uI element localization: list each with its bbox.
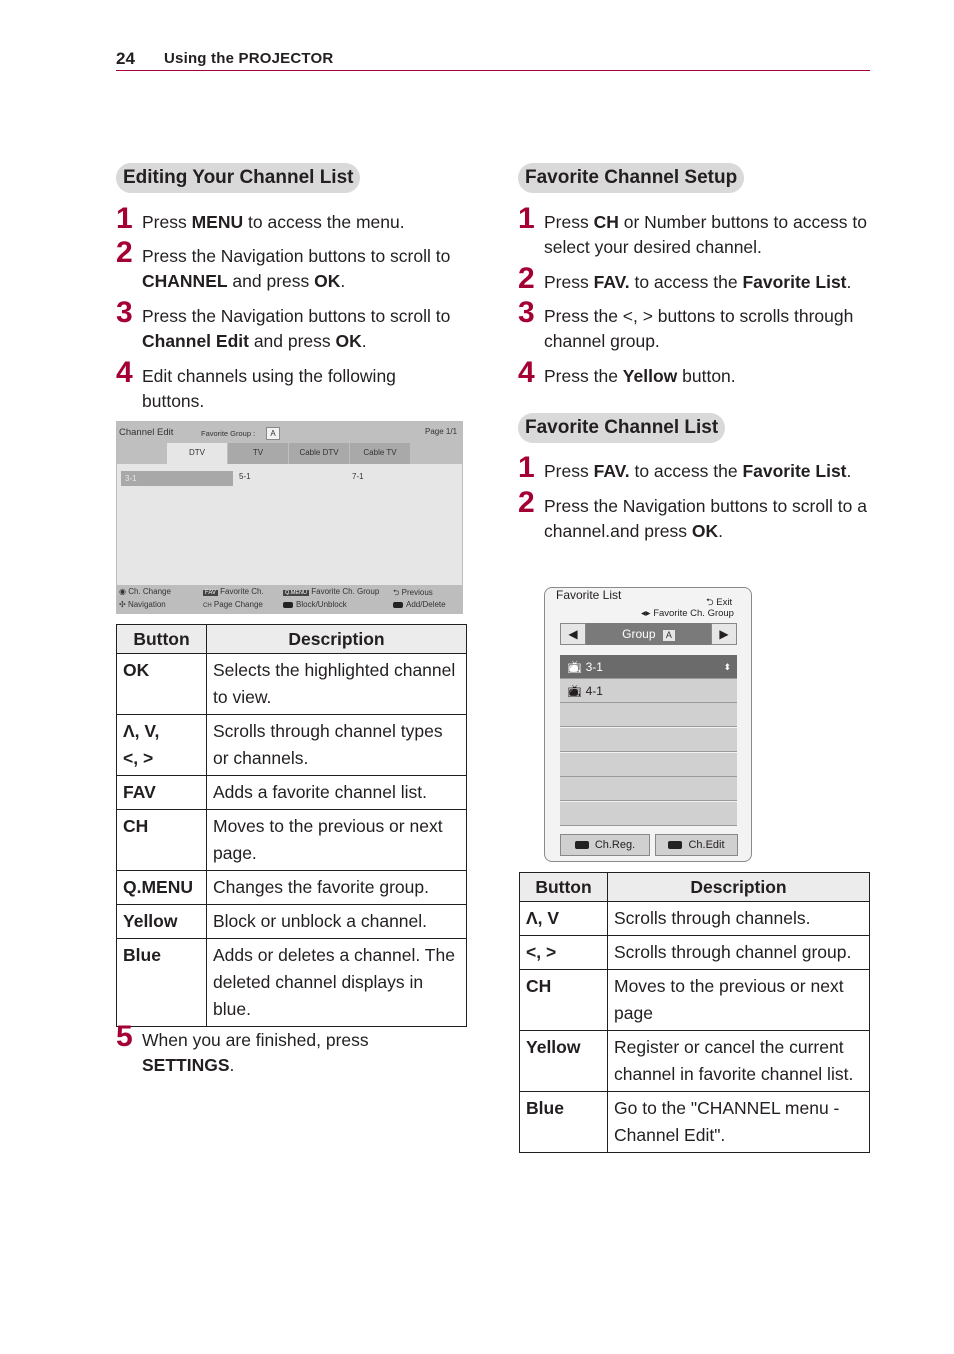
button-name: FAV — [117, 776, 207, 810]
button-name: <, > — [520, 936, 608, 970]
tab-cable-dtv[interactable]: Cable DTV — [289, 443, 349, 464]
button-name: Q.MENU — [117, 871, 207, 905]
channel-edit-title: Channel Edit — [119, 427, 174, 438]
favorite-channel[interactable] — [560, 679, 737, 703]
hint-block: Block/Unblock — [283, 600, 347, 609]
step-number: 4 — [116, 356, 133, 389]
channel-edit-screen — [116, 421, 463, 614]
step-number: 2 — [116, 236, 133, 269]
button-name: CH — [117, 810, 207, 871]
button-description: Block or unblock a channel. — [207, 905, 467, 939]
favorite-group-value[interactable]: A — [266, 427, 280, 440]
yellow-key-icon — [575, 841, 589, 849]
step-text: Press the Navigation buttons to scroll to Channel Edit and press OK. — [142, 306, 451, 351]
blue-key-icon — [668, 841, 682, 849]
button-description: Selects the highlighted channel to view. — [207, 654, 467, 715]
table-row — [117, 905, 467, 939]
table-row — [520, 902, 870, 936]
table-header: Button — [117, 625, 207, 654]
right-arrow-icon: ▶ — [719, 627, 729, 641]
step-number: 5 — [116, 1020, 133, 1053]
step-text: When you are finished, press SETTINGS. — [142, 1030, 369, 1075]
step-text: Press the Navigation buttons to scroll to CHANNEL and press OK. — [142, 246, 451, 291]
button-name: Blue — [520, 1092, 608, 1153]
header-rule — [116, 70, 870, 71]
channel-edit-topbar — [117, 422, 462, 464]
up-down-icon: ⬍ — [723, 662, 731, 672]
button-name: OK — [117, 654, 207, 715]
qmenu-key: Q.MENU — [285, 590, 307, 596]
hint-navigation: ✣ Navigation — [119, 600, 166, 609]
button-description: Moves to the previous or next page — [608, 970, 870, 1031]
table-row — [520, 1092, 870, 1153]
button-description: Adds or deletes a channel. The deleted channel displays in blue. — [207, 939, 467, 1027]
tv-icon: 📺︎ — [567, 684, 583, 698]
left-arrow-icon: ◀ — [568, 627, 578, 641]
button-name: Yellow — [520, 1031, 608, 1092]
button-name: Λ, V, <, > — [117, 715, 207, 776]
back-icon: ⮌ — [393, 588, 400, 597]
hint-favorite-group: Q.MENU Favorite Ch. Group — [285, 587, 380, 596]
button-description: Scrolls through channel types or channels. — [207, 715, 467, 776]
channel-number: 3-1 — [585, 660, 603, 674]
button-name: CH — [520, 970, 608, 1031]
tv-icon: 📺︎ — [567, 660, 583, 674]
ok-icon: ◉ — [119, 587, 126, 596]
step-number: 2 — [518, 486, 535, 519]
channel-number: 4-1 — [585, 684, 603, 698]
group-selector[interactable] — [586, 623, 711, 645]
navigation-icon: ✣ — [119, 600, 126, 609]
step-text: Press CH or Number buttons to access to select your desired channel. — [544, 212, 867, 257]
table-row — [520, 936, 870, 970]
exit-hint[interactable]: ⮌ Exit — [706, 597, 733, 608]
ch-reg-button[interactable]: Ch.Reg. — [560, 834, 650, 856]
table-header: Button — [520, 873, 608, 902]
step-number: 1 — [518, 202, 535, 235]
table-row — [117, 776, 467, 810]
button-description: Adds a favorite channel list. — [207, 776, 467, 810]
table-row — [520, 1031, 870, 1092]
button-description: Scrolls through channel group. — [608, 936, 870, 970]
group-value: A — [663, 630, 675, 641]
ch-edit-button[interactable]: Ch.Edit — [655, 834, 738, 856]
step-text: Edit channels using the following buttons. — [142, 366, 396, 411]
hint-previous: ⮌ Previous — [393, 588, 433, 597]
empty-row — [560, 777, 737, 801]
channel-edit-hints — [117, 585, 462, 613]
button-name: Yellow — [117, 905, 207, 939]
step-number: 3 — [116, 296, 133, 329]
table-row — [117, 810, 467, 871]
table-header: Description — [608, 873, 870, 902]
table-row — [117, 939, 467, 1027]
step-text: Press the Yellow button. — [544, 366, 736, 386]
group-prev-button[interactable] — [560, 623, 586, 645]
channel-item[interactable]: 7-1 — [352, 472, 364, 481]
favorite-channel-selected[interactable] — [560, 655, 737, 679]
blue-key-icon — [393, 602, 403, 608]
hint-ch-change: ◉ Ch. Change — [119, 587, 171, 596]
favorite-group-label: Favorite Group : — [201, 429, 256, 438]
empty-row — [560, 703, 737, 727]
step-text: Press the Navigation buttons to scroll to a channel.and press OK. — [544, 496, 867, 541]
step-text: Press FAV. to access the Favorite List. — [544, 272, 852, 292]
step-number: 3 — [518, 296, 535, 329]
page-indicator: Page 1/1 — [425, 427, 458, 436]
group-nav-hint: ◂▸ Favorite Ch. Group — [641, 608, 734, 619]
group-label: Group — [622, 627, 656, 641]
table-row — [117, 654, 467, 715]
step-text: Press MENU to access the menu. — [142, 212, 405, 232]
section-label: Using the PROJECTOR — [164, 50, 334, 67]
button-description: Go to the "CHANNEL menu - Channel Edit". — [608, 1092, 870, 1153]
section-title-favorite-setup: Favorite Channel Setup — [518, 163, 744, 193]
hint-page-change: CH Page Change — [203, 600, 263, 609]
ch-key: CH — [203, 603, 212, 609]
tab-tv[interactable]: TV — [228, 443, 288, 464]
button-description: Scrolls through channels. — [608, 902, 870, 936]
step-number: 1 — [116, 202, 133, 235]
right-button-table — [519, 872, 870, 1153]
empty-row — [560, 728, 737, 752]
table-row — [117, 715, 467, 776]
step-text: Press the <, > buttons to scrolls through channel group. — [544, 306, 854, 351]
button-description: Changes the favorite group. — [207, 871, 467, 905]
button-description: Register or cancel the current channel in favorite channel list. — [608, 1031, 870, 1092]
hint-add-delete: Add/Delete — [393, 600, 446, 609]
group-next-button[interactable] — [711, 623, 737, 645]
hint-favorite-ch: FAV Favorite Ch. — [205, 587, 264, 596]
left-button-table — [116, 624, 467, 1027]
step-number: 1 — [518, 451, 535, 484]
tab-dtv[interactable]: DTV — [167, 443, 227, 464]
button-description: Moves to the previous or next page. — [207, 810, 467, 871]
channel-item[interactable]: 5-1 — [239, 472, 251, 481]
yellow-key-icon — [283, 602, 293, 608]
step-text: Press FAV. to access the Favorite List. — [544, 461, 852, 481]
button-name: Blue — [117, 939, 207, 1027]
tab-cable-tv[interactable]: Cable TV — [350, 443, 410, 464]
favorite-list-screen — [544, 587, 752, 862]
favorite-list-title: Favorite List — [556, 588, 622, 602]
step-number: 4 — [518, 356, 535, 389]
button-name: Λ, V — [520, 902, 608, 936]
back-icon: ⮌ — [706, 597, 714, 608]
empty-row — [560, 753, 737, 777]
table-row — [520, 970, 870, 1031]
channel-item-selected[interactable]: 3-1 — [121, 471, 233, 486]
section-title-editing: Editing Your Channel List — [116, 163, 360, 193]
section-title-favorite-list: Favorite Channel List — [518, 413, 725, 443]
left-right-arrows-icon: ◂▸ — [641, 608, 651, 619]
step-number: 2 — [518, 262, 535, 295]
table-row — [117, 871, 467, 905]
page-number: 24 — [116, 49, 135, 68]
table-header: Description — [207, 625, 467, 654]
empty-row — [560, 802, 737, 826]
fav-key: FAV — [205, 590, 216, 596]
